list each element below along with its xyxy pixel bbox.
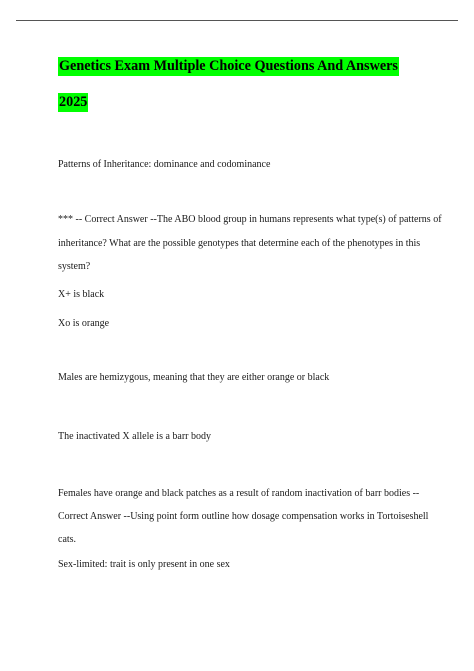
question-line-1: *** -- Correct Answer --The ABO blood group in humans represents what type(s) of patterns of [58, 214, 442, 225]
females-patches-line-1: Females have orange and black patches as a result of random inactivation of barr bodies -- [58, 488, 420, 499]
females-patches-line-2: Correct Answer --Using point form outline how dosage compensation works in Tortoiseshell [58, 511, 429, 522]
question-line-3: system? [58, 261, 91, 272]
allele-black-line: X+ is black [58, 289, 105, 300]
question-line-2: inheritance? What are the possible genotypes that determine each of the phenotypes in this [58, 238, 421, 249]
barr-body-line: The inactivated X allele is a barr body [58, 431, 211, 442]
header-rule [16, 20, 458, 21]
document-title-line-1: Genetics Exam Multiple Choice Questions And Answers [59, 58, 398, 74]
females-patches-line-3: cats. [58, 534, 77, 545]
allele-orange-line: Xo is orange [58, 318, 110, 329]
sex-limited-line: Sex-limited: trait is only present in one sex [58, 559, 230, 570]
topic-line: Patterns of Inheritance: dominance and codominance [58, 159, 271, 170]
males-hemizygous-line: Males are hemizygous, meaning that they are either orange or black [58, 372, 330, 383]
document-title-line-2: 2025 [59, 94, 88, 110]
